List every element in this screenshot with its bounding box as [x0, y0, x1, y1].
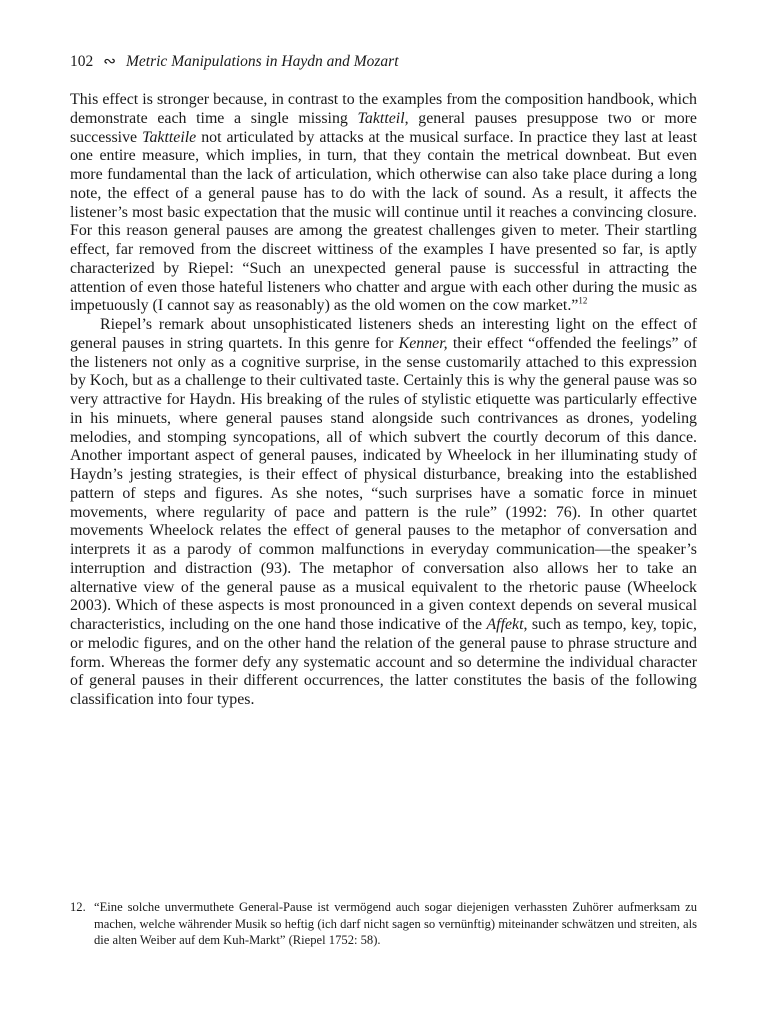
body-text — [70, 91, 697, 710]
paragraph-1 — [70, 91, 697, 316]
book-page — [70, 0, 697, 1024]
p1-italic-taktteil: Taktteil — [357, 109, 405, 127]
p1-text-3: not articulated by attacks at the musical surface. In practice they last at least one entire measure, which implies, in turn, that they contain the metrical downbeat. But even more fundamental than the lack of articulation, which otherwise can also take place during a long note, the effect of a general pause has to do with the lack of sound. As a result, it affects the listener’s most basic expectation that the music will continue until it reaches a convincing closure. For this reason general pauses are among the greatest challenges given to meter. Their startling effect, far removed from the discreet wittiness of the examples I have presented so far, is aptly characterized by Riepel: “Such an unexpected general pause is successful in attracting the attention of even those hateful listeners who chatter and argue with each other during the music as impetuously (I cannot say as reasonably) as the old women on the cow market.” — [70, 128, 698, 315]
swung-dash-ornament: ∾ — [103, 53, 117, 70]
running-title: Metric Manipulations in Haydn and Mozart — [126, 53, 399, 70]
paragraph-2 — [70, 316, 697, 710]
p1-text-1: This effect is stronger because, in contrast to the examples from the composition handbook, which demonstrate each time a single missing — [70, 91, 697, 127]
running-head — [70, 52, 399, 72]
footnote-text: “Eine solche unvermuthete General-Pause ist vermögend auch sogar diejenigen verhassten Zuhörer aufmerksam zu machen, welche währender Musik so heftig (ich darf nicht sagen so vernünftig) miteinander schwätzen und streiten, als die alten Weiber auf dem Kuh-Markt” (Riepel 1752: 58). — [94, 900, 697, 947]
p2-text-1: Riepel’s remark about unsophisticated listeners sheds an interesting light on the effect of general pauses in string quartets. In this genre for — [70, 316, 697, 352]
p1-text-2: , general pauses presuppose two or more successive — [70, 109, 697, 146]
p2-text-2: their effect “offended the feelings” of the listeners not only as a cognitive surprise, in the sense customarily attached to this expression by Koch, but as a challenge to their cultivated taste. Certainly this is why the general pause was so very attractive for Haydn. His breaking of the rules of stylistic etiquette was particularly effective in his minuets, where general pauses stand alongside such contrivances as drones, yodeling melodies, and stomping syncopations, all of which subvert the courtly decorum of this dance. Another important aspect of general pauses, indicated by Wheelock in her illuminating study of Haydn’s jesting strategies, is their effect of physical disturbance, breaking into the established pattern of steps and figures. As she notes, “such surprises have a somatic force in minuet movements, where regularity of pace and pattern is the rule” (1992: 76). In other quartet movements Wheelock relates the effect of general pauses to the metaphor of conversation and interprets it as a parody of common malfunctions in everyday communication—the speaker’s interruption and distraction (93). The metaphor of conversation also allows her to take an alternative view of the general pause as a musical equivalent to the rhetoric pause (Wheelock 2003). Which of these aspects is most pronounced in a given context depends on several musical characteristics, including on the one hand those indicative of the — [70, 334, 697, 633]
footnote-12 — [70, 899, 697, 949]
p2-italic-kenner: Kenner, — [398, 334, 448, 352]
p2-text-3: , such as tempo, key, topic, or melodic figures, and on the other hand the relation of the general pause to phrase structure and form. Whereas the former defy any systematic account and so determine the individual character of general pauses in their different occurrences, the latter constitutes the basis of the following classification into four types. — [70, 616, 697, 708]
p1-italic-taktteile: Taktteile — [142, 128, 197, 146]
page-number: 102 — [70, 53, 94, 70]
footnote-number: 12. — [70, 900, 86, 914]
p2-italic-affekt: Affekt — [486, 616, 524, 633]
footnote-reference[interactable]: 12 — [578, 295, 588, 306]
